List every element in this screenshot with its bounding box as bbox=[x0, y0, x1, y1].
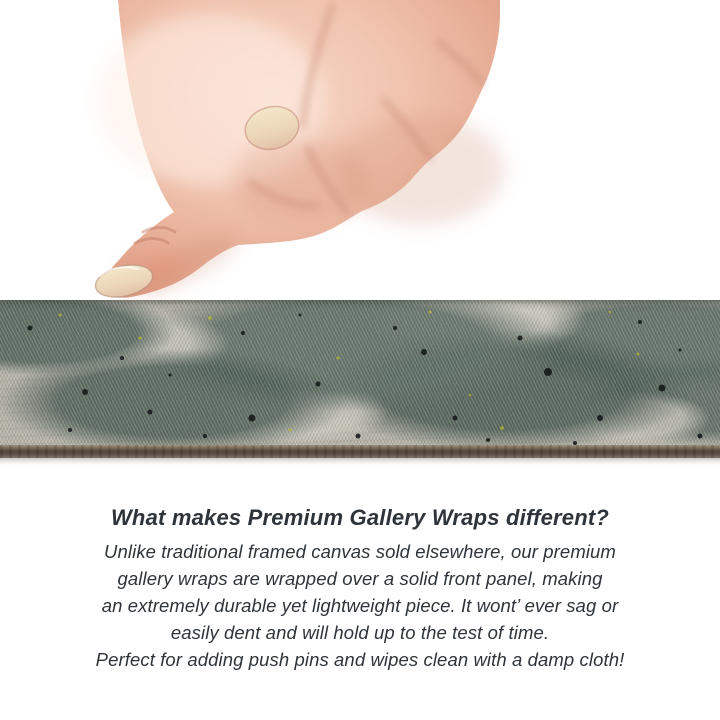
description-line: Unlike traditional framed canvas sold elsewhere, our premium bbox=[104, 541, 616, 562]
black-speckles bbox=[28, 314, 703, 446]
canvas-drop-shadow bbox=[0, 458, 720, 465]
description-line: gallery wraps are wrapped over a solid front panel, making bbox=[117, 568, 603, 589]
canvas-panel-edge bbox=[0, 445, 720, 458]
canvas-edge-photo bbox=[0, 300, 720, 466]
yellow-speckles bbox=[59, 311, 640, 432]
description-line: easily dent and will hold up to the test of time. bbox=[170, 622, 550, 643]
description-line: an extremely durable yet lightweight piece. It wont’ ever sag or bbox=[101, 595, 619, 616]
canvas-painted-face bbox=[0, 300, 720, 445]
canvas-paint-speckles bbox=[0, 300, 720, 445]
hand-pressing-thumb-photo bbox=[0, 0, 720, 302]
description-heading: What makes Premium Gallery Wraps different? bbox=[110, 505, 610, 530]
description bbox=[0, 504, 720, 673]
description-line: Perfect for adding push pins and wipes clean with a damp cloth! bbox=[95, 649, 625, 670]
